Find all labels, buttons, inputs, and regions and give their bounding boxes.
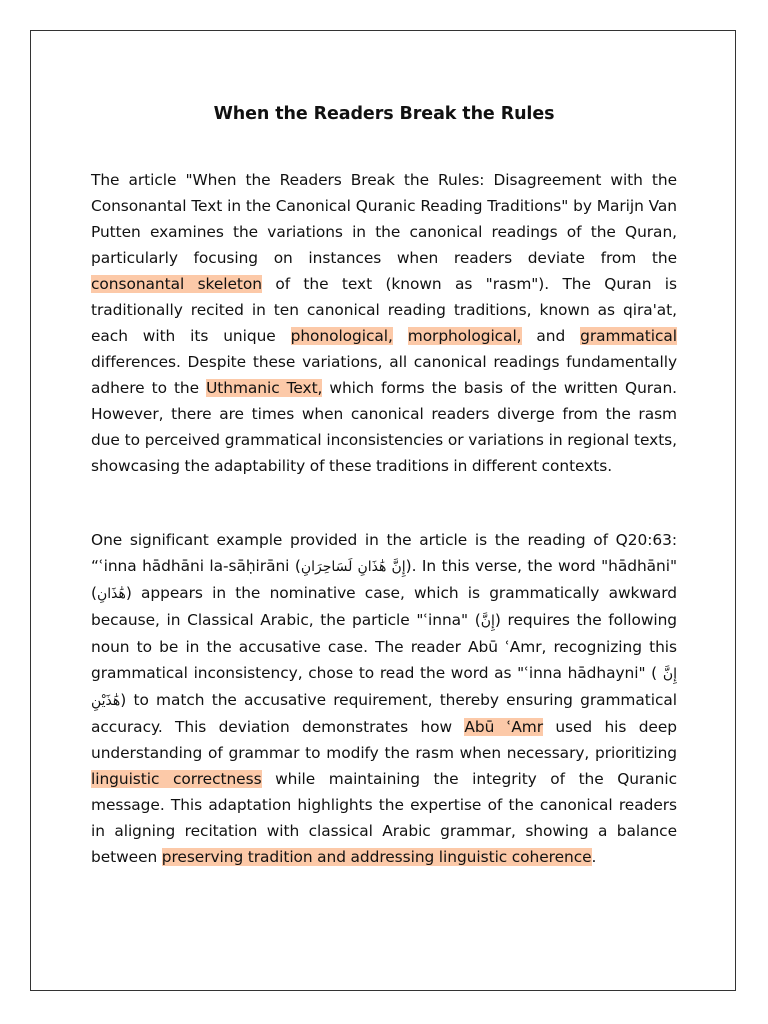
text-run: ). In this verse, the word "hādhāni" ( [91,557,677,602]
text-run: of the text (known as "rasm"). The Quran is traditionally recited in ten canonical reading traditions, known as qira'at, each with its unique [91,275,677,345]
paragraph-1 [91,167,677,479]
text-run: which forms the basis of the written Quran. However, there are times when canonical readers diverge from the rasm due to perceived grammatical inconsistencies or variations in regional texts, showcasing the adaptability of these traditions in different contexts. [91,379,677,475]
arabic-text: إِنَّ هَٰذَيْنِ [91,666,677,709]
highlighted-phrase: preserving tradition and addressing linguistic coherence [161,848,592,866]
highlighted-phrase: Abū ʿAmr [464,718,544,736]
text-run: used his deep understanding of grammar to modify the rasm when necessary, prioritizing [91,718,677,762]
text-run: ) requires the following noun to be in the accusative case. The reader Abū ʿAmr, recognizing this grammatical inconsistency, chose to read the word as "ʿinna hādhayni" ( [91,611,678,682]
text-run [393,327,408,345]
document-title: When the Readers Break the Rules [213,103,555,124]
highlighted-phrase: linguistic correctness [91,770,262,788]
highlighted-phrase: consonantal skeleton [91,275,262,293]
highlighted-phrase: phonological, [290,327,393,345]
arabic-text: هَٰذَانِ [96,586,126,602]
highlighted-phrase: grammatical [580,327,677,345]
text-run: while maintaining the integrity of the Quranic message. This adaptation highlights the expertise of the canonical readers in aligning recitation with classical Arabic grammar, showing a balance between [91,770,677,866]
text-run: . [591,848,597,866]
arabic-text: إِنَّ [480,613,495,629]
text-run: ) to match the accusative requirement, thereby ensuring grammatical accuracy. This deviation demonstrates how [91,691,677,736]
arabic-text: إِنَّ هَٰذَانِ لَسَاحِرَانِ [300,559,406,575]
paragraph-2 [91,527,677,870]
text-run: differences. Despite these variations, all canonical readings fundamentally adhere to the [91,353,677,397]
highlighted-phrase: morphological, [407,327,522,345]
text-run: and [521,327,581,345]
text-run: The article "When the Readers Break the Rules: Disagreement with the Consonantal Text in the Canonical Quranic Reading Traditions" by Marijn Van Putten examines the variations in the canonical readings of the Quran, particularly focusing on instances when readers deviate from the [91,171,677,267]
highlighted-phrase: Uthmanic Text, [206,379,323,397]
text-run: ) appears in the nominative case, which is grammatically awkward because, in Classical Arabic, the particle "ʿinna" ( [91,584,677,629]
text-run: One significant example provided in the article is the reading of Q20:63: “ʿinna hādhāni la-sāḥirāni ( [91,531,677,575]
